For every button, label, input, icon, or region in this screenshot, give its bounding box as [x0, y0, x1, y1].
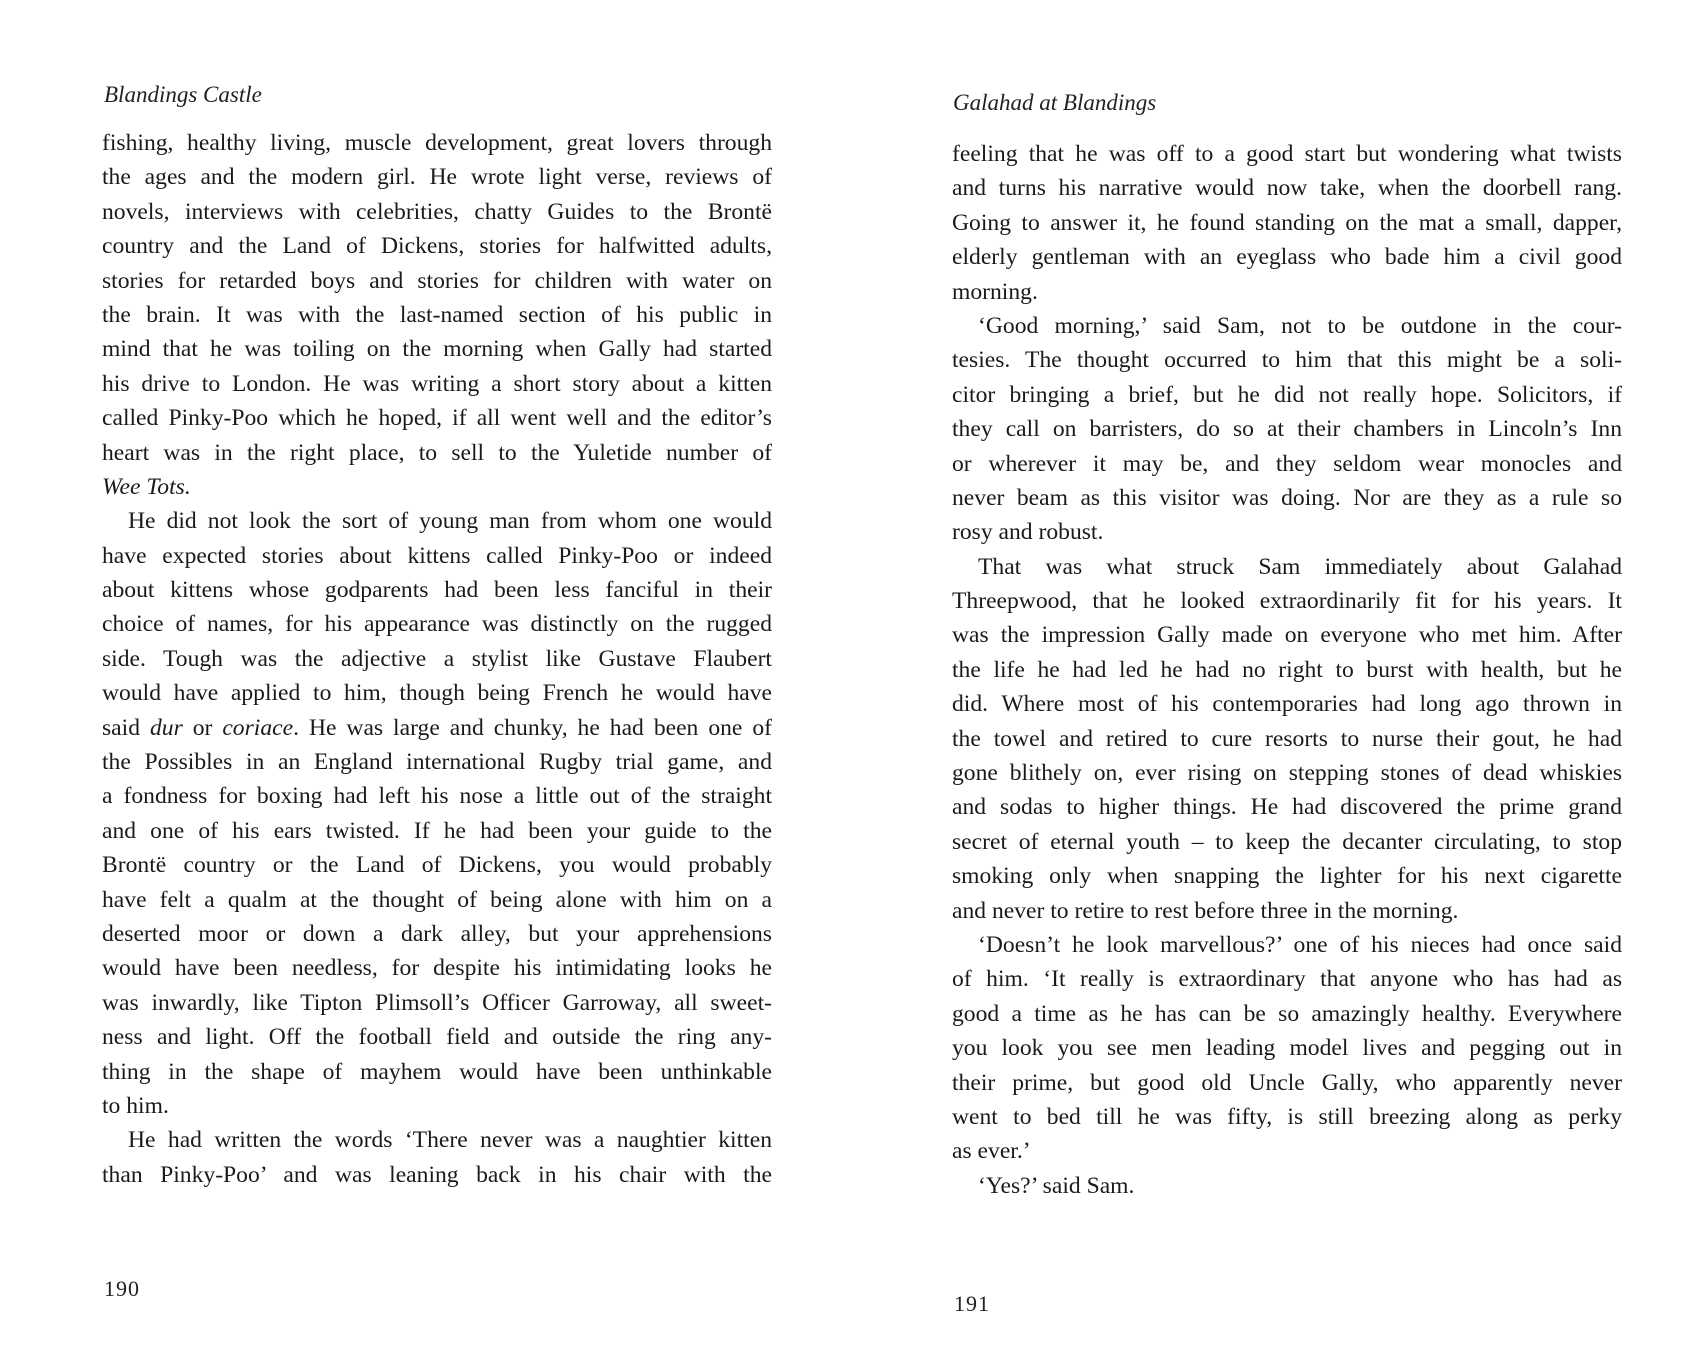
- text-line: the life he had led he had no right to burst with health, but he: [952, 656, 1622, 683]
- left-page: [102, 0, 772, 1357]
- running-head-left: Blandings Castle: [104, 82, 262, 107]
- text-line: novels, interviews with celebrities, chatty Guides to the Brontë: [102, 198, 772, 225]
- text-line: went to bed till he was fifty, is still breezing along as perky: [952, 1103, 1622, 1130]
- text-line: heart was in the right place, to sell to the Yuletide number of: [102, 439, 772, 466]
- left-page-body: [102, 126, 772, 1192]
- text-line: ‘Doesn’t he look marvellous?’ one of his nieces had once said: [978, 931, 1622, 958]
- text-line: Threepwood, that he looked extraordinarily fit for his years. It: [952, 588, 1622, 615]
- page-number-right: 191: [954, 1291, 990, 1316]
- text-line: ness and light. Off the football field and outside the ring any-: [102, 1024, 772, 1051]
- text-line: and turns his narrative would now take, when the doorbell rang.: [952, 175, 1622, 202]
- text-line: the brain. It was with the last-named section of his public in: [102, 301, 772, 328]
- text-line: mind that he was toiling on the morning when Gally had started: [102, 336, 772, 363]
- text-line: thing in the shape of mayhem would have been unthinkable: [102, 1058, 772, 1085]
- page-number-left: 190: [104, 1276, 140, 1301]
- text-line: country and the Land of Dickens, stories for halfwitted adults,: [102, 233, 772, 260]
- text-line: gone blithely on, ever rising on stepping stones of dead whiskies: [952, 760, 1622, 787]
- text-line: ‘Good morning,’ said Sam, not to be outdone in the cour-: [978, 312, 1622, 339]
- text-run: . He was large and chunky, he had been one of: [293, 714, 772, 741]
- text-line: deserted moor or down a dark alley, but your apprehensions: [102, 920, 772, 947]
- text-run: said: [102, 714, 150, 741]
- text-line: never beam as this visitor was doing. Nor are they as a rule so: [952, 484, 1622, 511]
- text-line: citor bringing a brief, but he did not really hope. Solicitors, if: [952, 381, 1622, 408]
- text-line: or wherever it may be, and they seldom wear monocles and: [952, 450, 1622, 477]
- text-line: and one of his ears twisted. If he had been your guide to the: [102, 817, 772, 844]
- text-line: choice of names, for his appearance was distinctly on the rugged: [102, 611, 772, 638]
- text-line: He did not look the sort of young man from whom one would: [128, 508, 772, 535]
- text-line: to him.: [102, 1092, 169, 1119]
- text-line: would have applied to him, though being French he would have: [102, 680, 772, 707]
- text-line: was inwardly, like Tipton Plimsoll’s Officer Garroway, all sweet-: [102, 989, 772, 1016]
- text-line: tesies. The thought occurred to him that this might be a soli-: [952, 347, 1622, 374]
- text-line: Wee Tots.: [102, 473, 191, 500]
- text-line: secret of eternal youth – to keep the decanter circulating, to stop: [952, 828, 1622, 855]
- text-line: would have been needless, for despite his intimidating looks he: [102, 955, 772, 982]
- text-line: stories for retarded boys and stories for children with water on: [102, 267, 772, 294]
- text-line: their prime, but good old Uncle Gally, who apparently never: [952, 1069, 1622, 1096]
- text-line: elderly gentleman with an eyeglass who bade him a civil good: [952, 244, 1622, 271]
- text-line: He had written the words ‘There never was a naughtier kitten: [128, 1127, 772, 1154]
- text-line: you look you see men leading model lives and pegging out in: [952, 1035, 1622, 1062]
- text-run: or: [182, 714, 223, 741]
- right-page: [952, 0, 1622, 1357]
- text-line: was the impression Gally made on everyone who met him. After: [952, 622, 1622, 649]
- text-line: have felt a qualm at the thought of being alone with him on a: [102, 886, 772, 913]
- text-line: Brontë country or the Land of Dickens, you would probably: [102, 852, 772, 879]
- text-line: than Pinky-Poo’ and was leaning back in his chair with the: [102, 1161, 772, 1188]
- text-line: morning.: [952, 278, 1038, 305]
- text-line: about kittens whose godparents had been less fanciful in their: [102, 577, 772, 604]
- text-line: Going to answer it, he found standing on the mat a small, dapper,: [952, 209, 1622, 236]
- text-line: as ever.’: [952, 1138, 1031, 1165]
- italic-word: coriace: [222, 714, 294, 741]
- running-head-right: Galahad at Blandings: [953, 90, 1157, 115]
- text-line: rosy and robust.: [952, 519, 1104, 546]
- text-line: side. Tough was the adjective a stylist like Gustave Flaubert: [102, 645, 772, 672]
- text-line: a fondness for boxing had left his nose a little out of the straight: [102, 783, 772, 810]
- text-line: That was what struck Sam immediately about Galahad: [978, 553, 1622, 580]
- text-line: smoking only when snapping the lighter for his next cigarette: [952, 863, 1622, 890]
- text-line: feeling that he was off to a good start but wondering what twists: [952, 141, 1622, 167]
- text-line: and sodas to higher things. He had discovered the prime grand: [952, 794, 1622, 821]
- right-page-body: [952, 137, 1622, 1203]
- text-line: of him. ‘It really is extraordinary that anyone who has had as: [952, 966, 1622, 993]
- text-line: ‘Yes?’ said Sam.: [978, 1172, 1135, 1199]
- text-line: have expected stories about kittens called Pinky-Poo or indeed: [102, 542, 772, 569]
- text-line: did. Where most of his contemporaries had long ago thrown in: [952, 691, 1622, 718]
- text-line: good a time as he has can be so amazingly healthy. Everywhere: [952, 1000, 1622, 1027]
- text-line: the ages and the modern girl. He wrote light verse, reviews of: [102, 164, 772, 191]
- text-line: fishing, healthy living, muscle development, great lovers through: [102, 130, 772, 156]
- text-line: [102, 711, 772, 745]
- text-line: they call on barristers, do so at their chambers in Lincoln’s Inn: [952, 416, 1622, 443]
- text-line: and never to retire to rest before three in the morning.: [952, 897, 1459, 924]
- text-line: his drive to London. He was writing a short story about a kitten: [102, 370, 772, 397]
- text-line: the towel and retired to cure resorts to nurse their gout, he had: [952, 725, 1622, 752]
- text-line: the Possibles in an England international Rugby trial game, and: [102, 749, 772, 776]
- italic-word: dur: [149, 714, 183, 741]
- text-line: called Pinky-Poo which he hoped, if all went well and the editor’s: [102, 405, 772, 432]
